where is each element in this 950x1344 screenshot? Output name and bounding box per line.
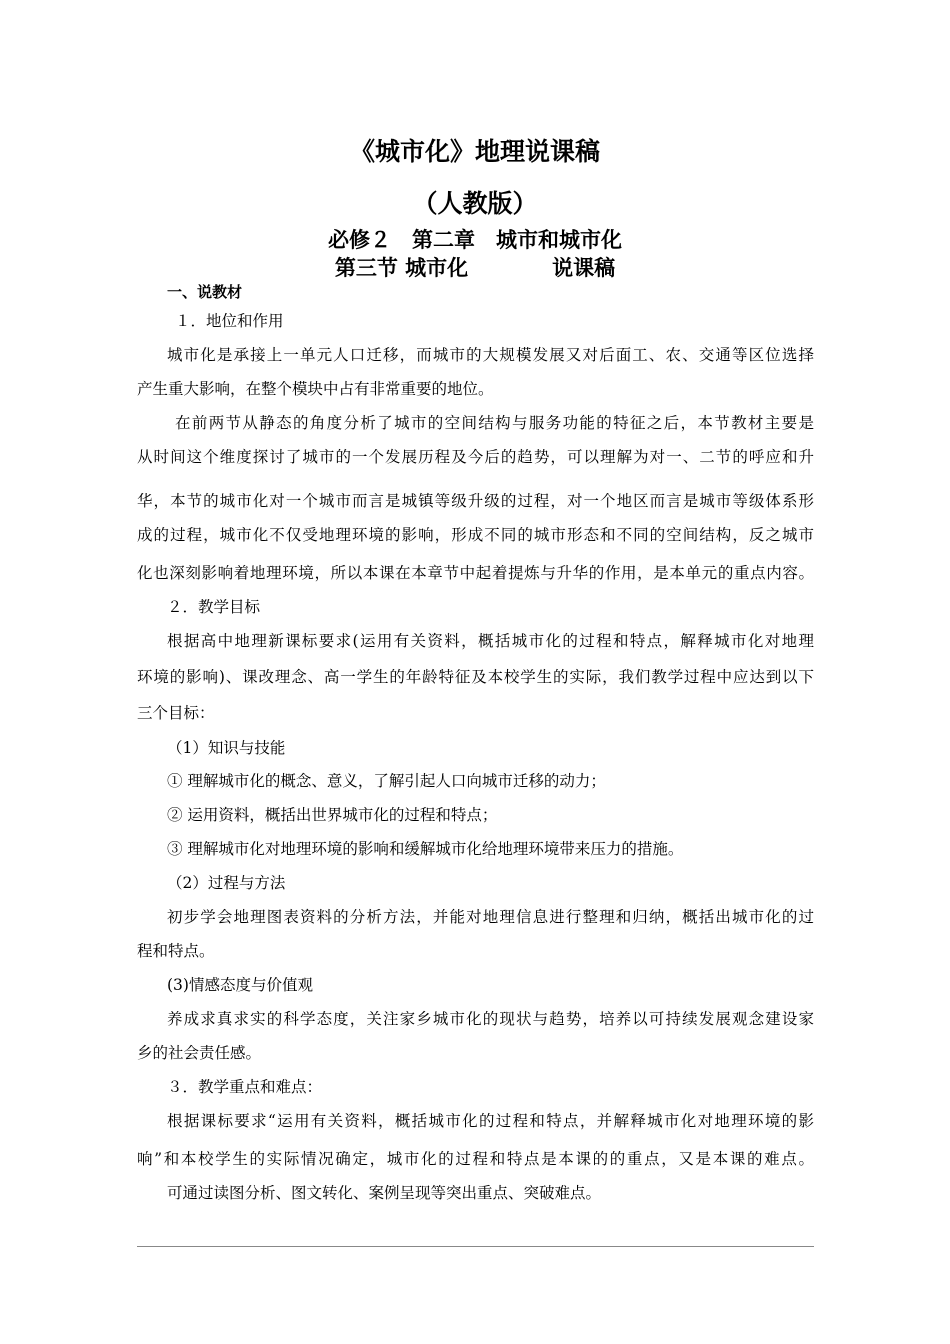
paragraph-line: 产生重大影响，在整个模块中占有非常重要的地位。 bbox=[137, 380, 494, 398]
section-heading: 第三节 城市化 说课稿 bbox=[334, 256, 616, 280]
goal-item: ① 理解城市化的概念、意义，了解引起人口向城市迁移的动力； bbox=[167, 772, 606, 790]
paragraph-line: 环境的影响)、课改理念、高一学生的年龄特征及本校学生的实际，我们教学过程中应达到以下 bbox=[137, 668, 814, 686]
goal-item: ③ 理解城市化对地理环境的影响和缓解城市化给地理环境带来压力的措施。 bbox=[167, 840, 684, 858]
paragraph-line: 初步学会地理图表资料的分析方法，并能对地理信息进行整理和归纳，概括出城市化的过 bbox=[167, 908, 814, 926]
item-heading-focus: ３．教学重点和难点： bbox=[167, 1078, 323, 1096]
paragraph-line: 化也深刻影响着地理环境，所以本课在本章节中起着提炼与升华的作用，是本单元的重点内容。 bbox=[137, 564, 814, 582]
goal-heading-attitude: (3)情感态度与价值观 bbox=[167, 976, 313, 994]
goal-item: ② 运用资料，概括出世界城市化的过程和特点； bbox=[167, 806, 498, 824]
document-title: 《城市化》地理说课稿 bbox=[349, 137, 600, 166]
paragraph-line: 根据高中地理新课标要求(运用有关资料，概括城市化的过程和特点，解释城市化对地理 bbox=[167, 632, 814, 650]
paragraph-line: 在前两节从静态的角度分析了城市的空间结构与服务功能的特征之后，本节教材主要是 bbox=[175, 414, 814, 432]
paragraph-line: 可通过读图分析、图文转化、案例呈现等突出重点、突破难点。 bbox=[167, 1184, 602, 1202]
paragraph-line: 成的过程，城市化不仅受地理环境的影响，形成不同的城市形态和不同的空间结构，反之城市 bbox=[137, 526, 814, 544]
paragraph-line: 程和特点。 bbox=[137, 942, 215, 960]
paragraph-line: 养成求真求实的科学态度，关注家乡城市化的现状与趋势，培养以可持续发展观念建设家 bbox=[167, 1010, 814, 1028]
paragraph-line: 华，本节的城市化对一个城市而言是城镇等级升级的过程，对一个地区而言是城市等级体系形 bbox=[137, 492, 814, 510]
footer-rule bbox=[137, 1246, 814, 1247]
paragraph-line: 三个目标： bbox=[137, 704, 215, 722]
paragraph-line: 城市化是承接上一单元人口迁移，而城市的大规模发展又对后面工、农、交通等区位选择 bbox=[167, 346, 814, 364]
goal-heading-process: （2）过程与方法 bbox=[167, 874, 286, 892]
goal-heading-knowledge: （1）知识与技能 bbox=[167, 739, 286, 757]
item-heading-goals: ２．教学目标 bbox=[167, 598, 261, 616]
section-title-textbook: 一、说教材 bbox=[167, 283, 243, 301]
chapter-heading: 必修２ 第二章 城市和城市化 bbox=[328, 228, 622, 252]
paragraph-line: 乡的社会责任感。 bbox=[137, 1044, 262, 1062]
paragraph-line: 从时间这个维度探讨了城市的一个发展历程及今后的趋势，可以理解为对一、二节的呼应和升 bbox=[137, 448, 814, 466]
paragraph-line: 根据课标要求“运用有关资料，概括城市化的过程和特点，并解释城市化对地理环境的影 bbox=[167, 1112, 814, 1130]
item-heading-position: １．地位和作用 bbox=[175, 312, 284, 330]
paragraph-line: 响”和本校学生的实际情况确定，城市化的过程和特点是本课的的重点，又是本课的难点。 bbox=[137, 1150, 814, 1168]
document-subtitle: （人教版） bbox=[412, 189, 538, 218]
